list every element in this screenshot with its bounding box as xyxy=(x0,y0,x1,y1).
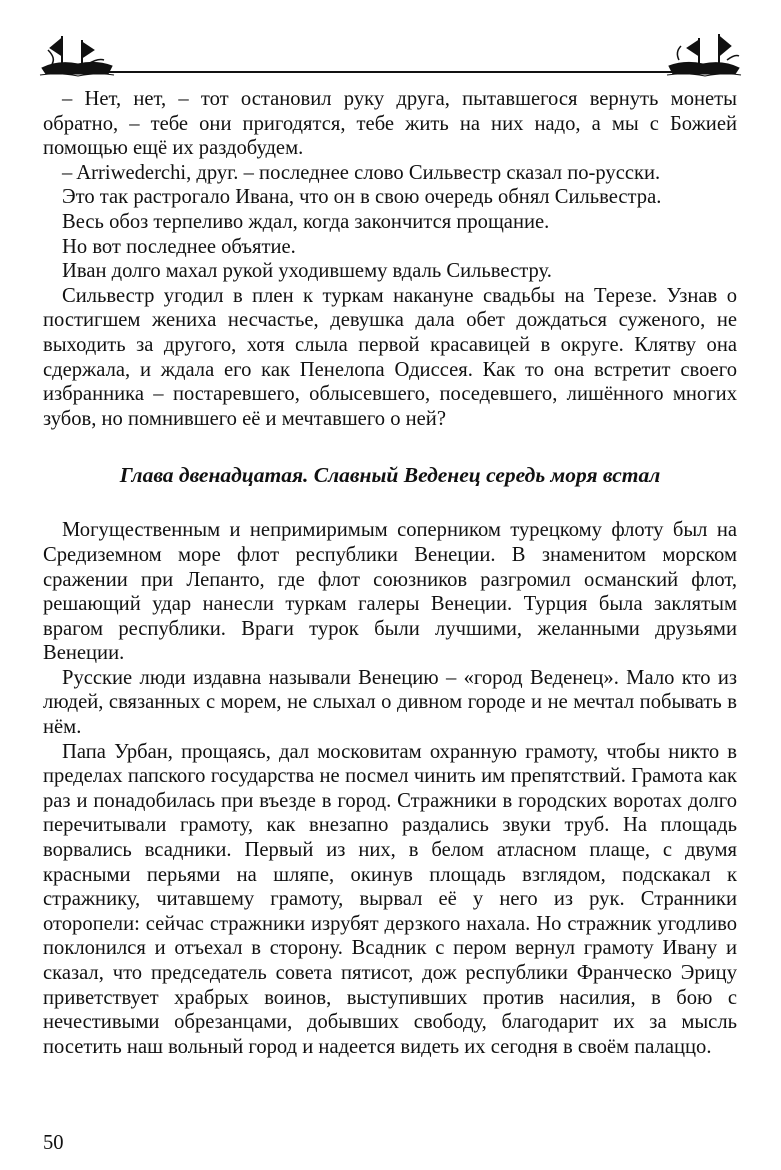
paragraph: Это так растрогало Ивана, что он в свою очередь обнял Сильвестра. xyxy=(62,186,662,209)
paragraph: Папа Урбан, прощаясь, дал московитам охранную грамоту, чтобы никто в пределах папского государства не посмел чинить им препятствий. Грамота как раз и понадобилась при въезде в город. Стражники в городских воротах долго перечитывали грамоту, как внезапно раздались звуки труб. На площадь ворвались всадники. Первый из них, в белом атласном плаще, с двумя красными перьями на шляпе, окинув площадь взглядом, подскакал к стражнику, читавшему грамоту, вырвал её у него из рук. Странники оторопели: сейчас стражники изрубят дерзкого нахала. Но стражник угодливо поклонился и отъехал в сторону. Всадник с пером вернул грамоту Ивану и сказал, что председатель совета пятисот, дож республики Франческо Эрицу приветствует храбрых воинов, выступивших против насилия, в бою с нечестивыми обрезанцами, добывших свободу, благодарит их за мысль посетить наш вольный город и надеется видеть их сегодня в своём палаццо. xyxy=(43,740,737,1058)
ship-icon xyxy=(38,30,116,78)
chapter-title: Глава двенадцатая. Славный Веденец середь моря встал xyxy=(119,463,661,488)
paragraph: – Нет, нет, – тот остановил руку друга, пытавшегося вернуть монеты обратно, – тебе они пригодятся, тебе жить на них надо, а мы с Божией помощью ещё их раздобудем. xyxy=(43,88,737,160)
paragraph: Весь обоз терпеливо ждал, когда закончится прощание. xyxy=(62,210,550,233)
paragraph: Иван долго махал рукой уходившему вдаль Сильвестру. xyxy=(62,260,552,283)
page-header-ornament xyxy=(38,30,743,80)
paragraph: Русские люди издавна называли Венецию – «город Веденец». Мало кто из людей, связанных с морем, не слыхал о дивном городе и не мечтал побывать в нём. xyxy=(43,666,737,739)
paragraph: Сильвестр угодил в плен к туркам накануне свадьбы на Терезе. Узнав о постигшем жениха несчастье, девушка дала обет дождаться суженого, не выходить за другого, хотя слыла первой красавицей в округе. Клятву она сдержала, и ждала его как Пенелопа Одиссея. Как то она встретит своего избранника – постаревшего, облысевшего, поседевшего, лишённого многих зубов, но помнившего её и мечтавшего о ней? xyxy=(43,284,737,430)
paragraph: Могущественным и непримиримым соперником турецкому флоту был на Средиземном море флот республики Венеции. В знаменитом морском сражении при Лепанто, где флот союзников разгромил османский флот, решающий удар нанесли туркам галеры Венеции. Турция была заклятым врагом республики. Враги турок были лучшими, желанными друзьями Венеции. xyxy=(43,519,737,665)
ship-icon xyxy=(665,30,743,78)
paragraph: – Arriwederchi, друг. – последнее слово Сильвестр сказал по-русски. xyxy=(62,161,661,184)
page-body xyxy=(43,87,737,1059)
header-rule xyxy=(106,71,675,73)
paragraph: Но вот последнее объятие. xyxy=(62,235,296,258)
page-number: 50 xyxy=(43,1132,64,1154)
